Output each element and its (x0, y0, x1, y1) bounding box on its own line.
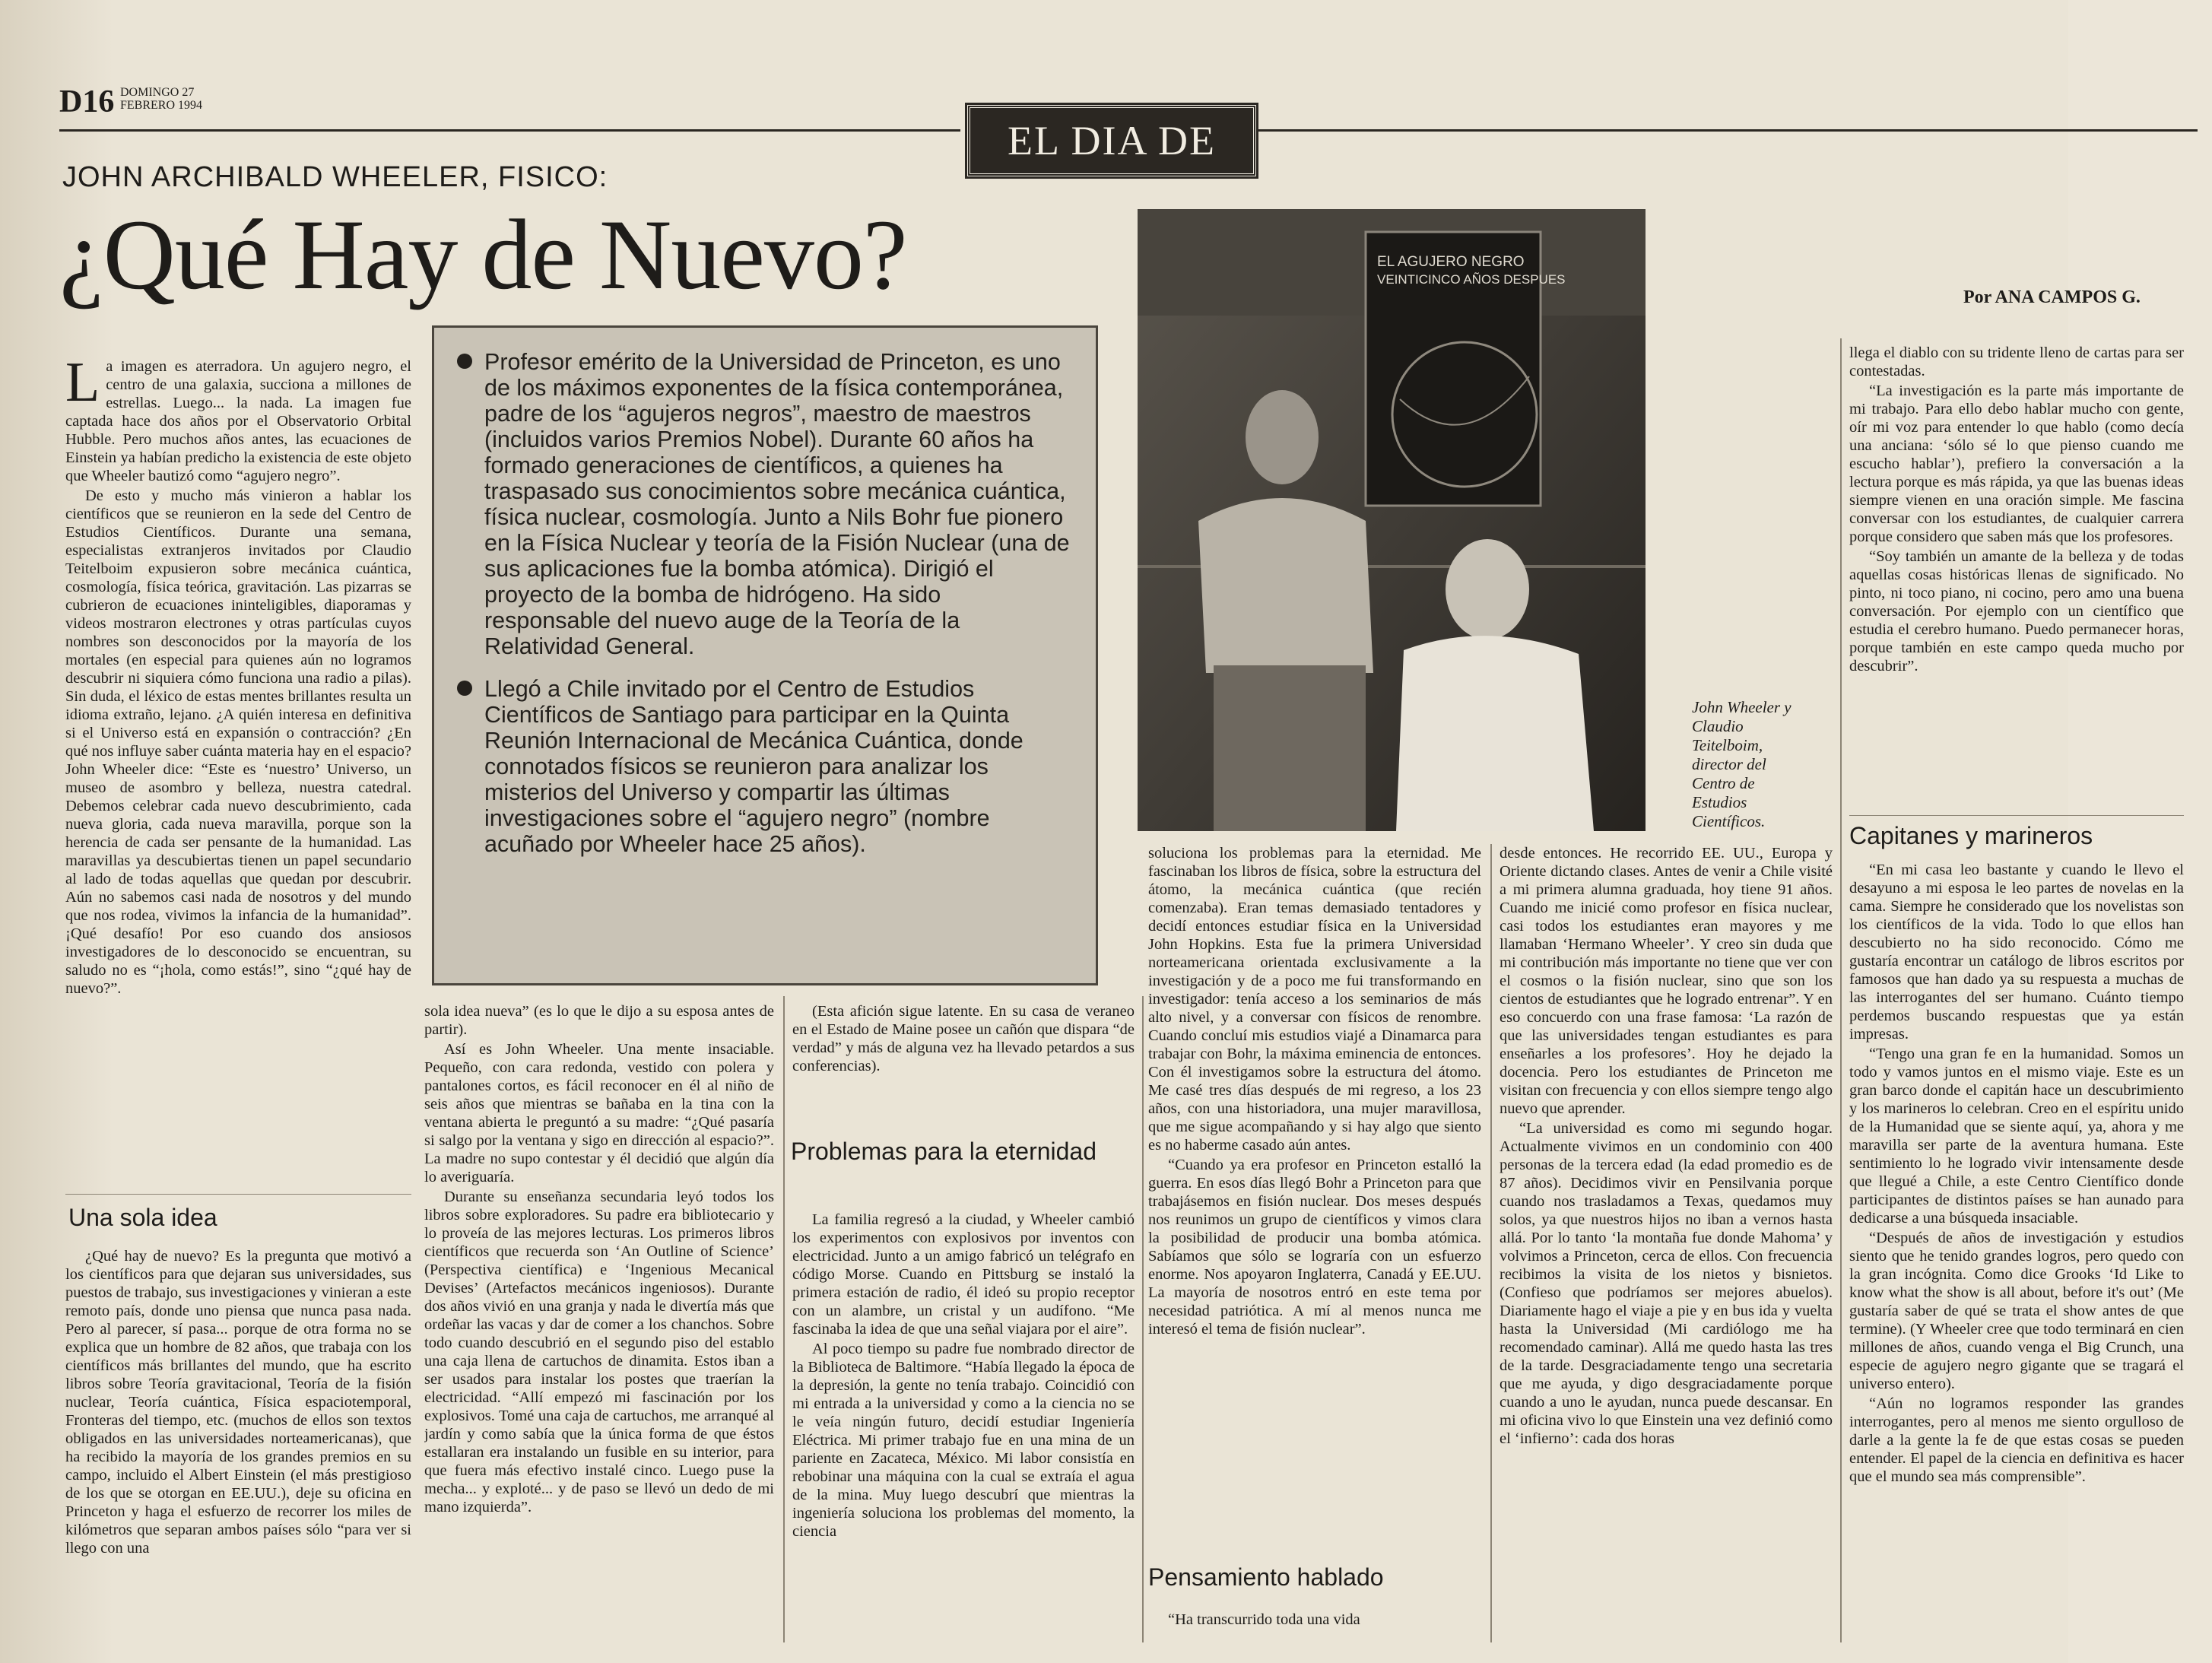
column-divider (1142, 996, 1144, 1642)
info-box-text (454, 349, 1070, 874)
paragraph: Así es John Wheeler. Una mente insaciable. Pequeño, con cara redonda, vestido con polera y pantalones cortos, es fácil reconocer en él al niño de seis años que mientras se bañaba en la tina con la ventana abierta le preguntó a su madre: “¿Qué pasaría si salgo por la ventana y sigo en dirección al espacio?”. La madre no supo contestar y él decidió que algún día lo averiguaría. (424, 1041, 774, 1185)
column-3-top (792, 1002, 1135, 1135)
paragraph: Al poco tiempo su padre fue nombrado director de la Biblioteca de Baltimore. “Había llegado la época de la depresión, la gente no tenía trabajo. Coincidió con mi entrada a la universidad y como a la ciencia no se le veía ningún futuro, decidí estudiar Ingeniería Eléctrica. Mi primer trabajo fue en una mina de un pariente en Zacateca, México. Mi labor consistía en rebobinar una máquina con la cual se extraía el agua de la mina. Muy luego descubrí que mientras la ingeniería soluciona los problemas del momento, la ciencia (792, 1341, 1135, 1540)
paragraph: desde entonces. He recorrido EE. UU., Europa y Oriente dictando clases. Antes de venir a Chile visité a mi primera alumna graduada, hoy tiene 91 años. Cuando me inicié como profesor en física nuclear, casi todos los estudiantes eran mayores y me llamaban ‘Hermano Wheeler’. Y creo sin duda que mi contribución más importante no tiene que ver con el cosmos o la fisión nuclear, sino que son los cientos de estudiantes que he logrado entrenar”. Y en eso concuerdo con una frase famosa: ‘La razón de que las universidades tengan estudiantes es para enseñarles a los profesores’. Hoy he dejado la docencia. Pero los estudiantes de Princeton me visitan con frecuencia y con ellos siempre tengo algo nuevo que aprender. (1500, 845, 1833, 1117)
paragraph: “La investigación es la parte más importante de mi trabajo. Para ello debo hablar mucho con gente, oír mi voz para entender lo que hablo (como decía una anciana: ‘sólo sé lo que pienso cuando me escucho hablar’), prefiero la conversación a la lectura porque es más rápida, ya que las buenas ideas siempre vienen en una oración simple. Me fascina conversar con los estudiantes, de cualquier carrera porque considero que saben más que los profesores. (1849, 382, 2184, 545)
paragraph: ¿Qué hay de nuevo? Es la pregunta que motivó a los científicos para que dejaran sus universidades, sus puestos de trabajo, sus investigaciones y vinieran a este remoto país, donde uno piensa que nunca pasa nada. Pero al parecer, sí pasa... porque de otra forma no se explica que un hombre de 82 años, que trabaja con los científicos más brillantes del mundo, que ha escrito libros sobre Teoría gravitacional, Teoría de la fisión nuclear, Teoría cuántica, Física espaciotemporal, Fronteras del tiempo, etc. (muchos de ellos son textos obligados en las universidades norteamericanas), que ha recibido la mayoría de los grandes premios en su campo, incluido el Albert Einstein (el más prestigioso de los que se otorgan en EE.UU.), deje su oficina en Princeton y haga el esfuerzo de recorrer los miles de kilómetros que separan ambos países sólo “para ver si llego con una (65, 1248, 411, 1557)
bullet-icon (457, 354, 472, 369)
subhead-rule (1849, 815, 2184, 816)
paragraph: Durante su enseñanza secundaria leyó todos los libros sobre exploradores. Su padre era bibliotecario y lo proveía de las mejores lecturas. Los primeros libros científicos que recuerda son ‘An Outline of Science’ (Perspectiva científica) e ‘Ingenious Mecanical Devises’ (Artefactos mecánicos ingeniosos). Durante dos años vivió en una granja y nada le divertía más que ordeñar las vacas y dar de comer a los chanchos. Sobre todo cuando descubrió en el segundo piso del establo una caja llena de cartuchos de dinamita. Estos iban a ser usados para instalar los postes que traerían la electricidad. “Allí empezó mi fascinación por los explosivos. Tomé una caja de cartuchos, me arranqué al jardín y como sabía que la única forma de que éstos estallaran era instalando un fusible en su interior, para que fuera más efectivo instalé cinco. Luego puse la mecha... y exploté... y de paso se llevó un dedo de mi mano izquierda”. (424, 1189, 774, 1515)
subhead-rule (65, 1194, 411, 1195)
paragraph: sola idea nueva” (es lo que le dijo a su esposa antes de partir). (424, 1003, 774, 1038)
column-1-lower (65, 1247, 411, 1631)
page-number: D16 (59, 84, 115, 119)
paragraph: “La universidad es como mi segundo hogar. Actualmente vivimos en un condominio con 400 personas de la tercera edad (la edad promedio es de 87 años). Decidimos vivir en Pensilvania porque cuando nos trasladamos a Texas, quedamos muy solos, ya que nuestros hijos no iban a vernos hasta allá. Por lo tanto ‘la montaña fue donde Mahoma’ y volvimos a Princeton, cerca de ellos. Con frecuencia recibimos la visita de los nietos y bisnietos. (Confieso que podríamos ser mejores abuelos). Diariamente hago el viaje a pie y en bus ida y vuelta hasta la Universidad (Mi cardiólogo me ha recomendado caminar). Allá me quedo hasta las tres de la tarde. Desgraciadamente tengo una secretaria que me ayuda, y digo desgraciadamente porque cuando a uno le ayudan, nunca puede descansar. En mi oficina vivo lo que Einstein una vez definió como el ‘infierno’: cada dos horas (1500, 1120, 1833, 1447)
header-rule-left (59, 129, 960, 132)
info-bullet: Llegó a Chile invitado por el Centro de Estudios Científicos de Santiago para participar en la Quinta Reunión Internacional de Mecánica Cuántica, donde connotados físicos se reunieron para analizar los misterios del Universo y compartir las últimas investigaciones sobre el “agujero negro” (nombre acuñado por Wheeler hace 25 años). (454, 676, 1070, 857)
paragraph: La familia regresó a la ciudad, y Wheeler cambió los experimentos con explosivos por inventos con electricidad. Junto a un amigo fabricó un telégrafo en código Morse. Cuando en Pittsburg se instaló la primera estación de radio, él ideó su propio receptor con un alambre, un cristal y un audífono. “Me fascinaba la idea de que una señal viajara por el aire”. (792, 1211, 1135, 1338)
article-kicker: JOHN ARCHIBALD WHEELER, FISICO: (62, 161, 608, 193)
column-3b (1148, 844, 1481, 1521)
date-day: DOMINGO 27 (120, 86, 195, 99)
article-byline: Por ANA CAMPOS G. (1963, 287, 2141, 307)
column-2 (424, 1002, 774, 1637)
subhead-pensamiento: Pensamiento hablado (1148, 1563, 1384, 1591)
column-5 (1849, 861, 2184, 1640)
article-photo (1138, 209, 1646, 831)
subhead-capitanes: Capitanes y marineros (1849, 822, 2093, 849)
paragraph: De esto y mucho más vinieron a hablar los científicos que se reunieron en la sede del Centro de Estudios Científicos. Durante una semana, especialistas extranjeros invitados por Claudio Teitelboim expusieron sobre mecánica cuántica, cosmología, física teórica, gravitación. Las pizarras se cubrieron de ecuaciones ininteligibles, diaporamas y videos mostraron electrones y otras partículas cuyos nombres son desconocidos por la mayoría de los mortales (en especial para quienes aún no logramos descubrir ni siquiera cómo funciona una radio a pilas). Sin duda, el léxico de estas mentes brillantes resulta un idioma extraño, lejano. ¿A quién interesa en definitiva si el Universo está en expansión o contracción? ¿En qué nos influye saber cuánta materia hay en el espacio? John Wheeler dice: “Este es ‘nuestro’ Universo, un museo de asombro y belleza, nuestra catedral. Debemos celebrar cada nuevo descubrimiento, cada nueva gloria, cada nueva maravilla, porque son la herencia de cada ser pensante de la humanidad. Las maravillas ya descubiertas tienen un papel secundario al lado de todas aquellas que quedan por descubrir. Aún no sabemos casi nada de nosotros y del mundo que nos rodea, vivimos la infancia de la humanidad”. ¡Qué desafío! Por eso cuando dos ansiosos investigadores de lo desconocido se encuentran, su saludo no es “¡hola, como estás!”, sino “¿qué hay de nuevo?”. (65, 487, 411, 997)
subhead-problemas: Problemas para la eternidad (791, 1138, 1097, 1165)
poster-title-1: EL AGUJERO NEGRO (1377, 254, 1525, 270)
column-3 (792, 1211, 1135, 1640)
column-5-top (1849, 344, 2184, 811)
paragraph: “Cuando ya era profesor en Princeton estalló la guerra. En esos días llegó Bohr a Princeton para que trabajásemos en fisión nuclear. Dos meses después nos reunimos un grupo de científicos y vimos clara la posibilidad de producir una bomba atómica. Sabíamos que sólo se lograría con un esfuerzo enorme. Nos apoyaron Inglaterra, Canadá y EE.UU. La mayoría de nosotros entró en este tema por necesidad patriótica. A mí al menos nunca me interesó el tema de fisión nuclear”. (1148, 1157, 1481, 1338)
paragraph: “Ha transcurrido toda una vida (1168, 1611, 1360, 1628)
column-divider (1490, 844, 1492, 1642)
paragraph: “Soy también un amante de la belleza y de todas aquellas cosas históricas llenas de significado. No pinto, ni toco piano, ni cocino, pero amo una buena conversación. Por ejemplo con un científico que estudia el cerebro humano. Puedo permanecer horas, porque también en este campo queda mucho por descubrir”. (1849, 548, 2184, 674)
paragraph: llega el diablo con su tridente lleno de cartas para ser contestadas. (1849, 344, 2184, 379)
date-line (120, 86, 202, 112)
info-box (432, 325, 1098, 985)
info-bullet: Profesor emérito de la Universidad de Princeton, es uno de los máximos exponentes de la física contemporánea, padre de los “agujeros negros”, maestro de maestros (incluidos varios Premios Nobel). Durante 60 años ha formado generaciones de científicos, a quienes ha traspasado sus conocimientos sobre mecánica cuántica, física nuclear, cosmología. Junto a Nils Bohr fue pionero en la Física Nuclear y teoría de la Fisión Nuclear (una de sus aplicaciones fue la bomba atómica). Dirigió el proyecto de la bomba de hidrógeno. Ha sido responsable del nuevo auge de la Teoría de la Relatividad General. (454, 349, 1070, 659)
section-banner: EL DIA DE (967, 105, 1256, 176)
column-divider (1840, 338, 1842, 1642)
photo-illustration (1138, 209, 1646, 831)
paragraph: “Tengo una gran fe en la humanidad. Somos un todo y vamos juntos en el mismo viaje. Este es un gran barco donde el capitán hace un descubrimiento y los marineros lo celebran. Creo en el espíritu unido de la Humanidad que se siente aquí, ya, ahora y me maravilla ser parte de la aventura humana. Este sentimiento lo he logrado vivir intensamente desde que llegué a Chile, a este Centro Científico donde participantes de distintos países se han aunado para dedicarse a una búsqueda insaciable. (1849, 1046, 2184, 1227)
header-rule-right (1255, 129, 2198, 132)
paragraph: soluciona los problemas para la eternidad. Me fascinaban los libros de física, sobre la estructura del átomo, la mecánica cuántica (que recién comenzaba). Eran temas demasiado tentadores y decidí entonces estudiar física en la Universidad John Hopkins. Esta fue la primera Universidad norteamericana orientada exclusivamente a la investigación y de a poco me fui transformando en investigador: tenía acceso a los seminarios de más alto nivel, y a conversar con físicos de renombre. Cuando concluí mis estudios viajé a Dinamarca para trabajar con Bohr, la máxima eminencia de entonces. Con él investigamos sobre la estructura del átomo. Me casé tres días después de mi regreso, a los 23 años, con una historiadora, una mujer maravillosa, que me sigue acompañando y si hay algo que siento es no haberme casado aún antes. (1148, 845, 1481, 1154)
paragraph: “En mi casa leo bastante y cuando le llevo el desayuno a mi esposa le leo partes de novelas en la cama. Siempre he considerado que los novelistas son los científicos de la vida. Todo lo que ellos han descubierto no ha sido reconocido. Cómo me gustaría encontrar un catálogo de libros escritos por famosos que han dado ya su respuesta a muchas de las interrogantes del ser humano. Cuánto tiempo perdemos buscando respuestas que ya están impresas. (1849, 862, 2184, 1043)
article-headline: ¿Qué Hay de Nuevo? (59, 198, 907, 310)
column-3b-lower (1148, 1611, 1481, 1633)
column-4 (1500, 844, 1833, 1641)
poster-title-2: VEINTICINCO AÑOS DESPUES (1377, 272, 1566, 287)
paragraph: “Aún no logramos responder las grandes interrogantes, pero al menos me siento orgulloso de darle a la gente la fe de que estas cosas se pueden entender. El papel de la ciencia en definitiva es hacer que el mundo sea más comprensible”. (1849, 1395, 2184, 1485)
paragraph: (Esta afición sigue latente. En su casa de veraneo en el Estado de Maine posee un cañón que dispara “de verdad” y más de alguna vez ha llevado petardos a sus conferencias). (792, 1003, 1135, 1074)
bullet-icon (457, 681, 472, 696)
date-month: FEBRERO 1994 (120, 99, 203, 112)
paragraph: “Después de años de investigación y estudios siento que he tenido grandes logros, pero quedo con la gran incógnita. Como dice Grooks ‘Id Like to know what the show is all about, before it's out’ (Me gustaría saber de qué se trata el show antes de que termine). (Y Wheeler cree que todo terminará en cien millones de años, cuando venga el Big Crunch, una especie de agujero negro gigante que se tragará el universo entero). (1849, 1230, 2184, 1392)
column-divider (783, 996, 785, 1642)
subhead-una-sola-idea: Una sola idea (68, 1204, 217, 1231)
photo-caption: John Wheeler y Claudio Teitelboim, director del Centro de Estudios Científicos. (1692, 698, 1791, 830)
paragraph: La imagen es aterradora. Un agujero negro, el centro de una galaxia, succiona a millones de estrellas. Luego... la nada. La imagen fue captada hace dos años por el Observatorio Orbital Hubble. Pero muchos años antes, las ecuaciones de Einstein ya habían predicho la existencia de este objeto que Wheeler bautizó como “agujero negro”. (65, 357, 411, 484)
